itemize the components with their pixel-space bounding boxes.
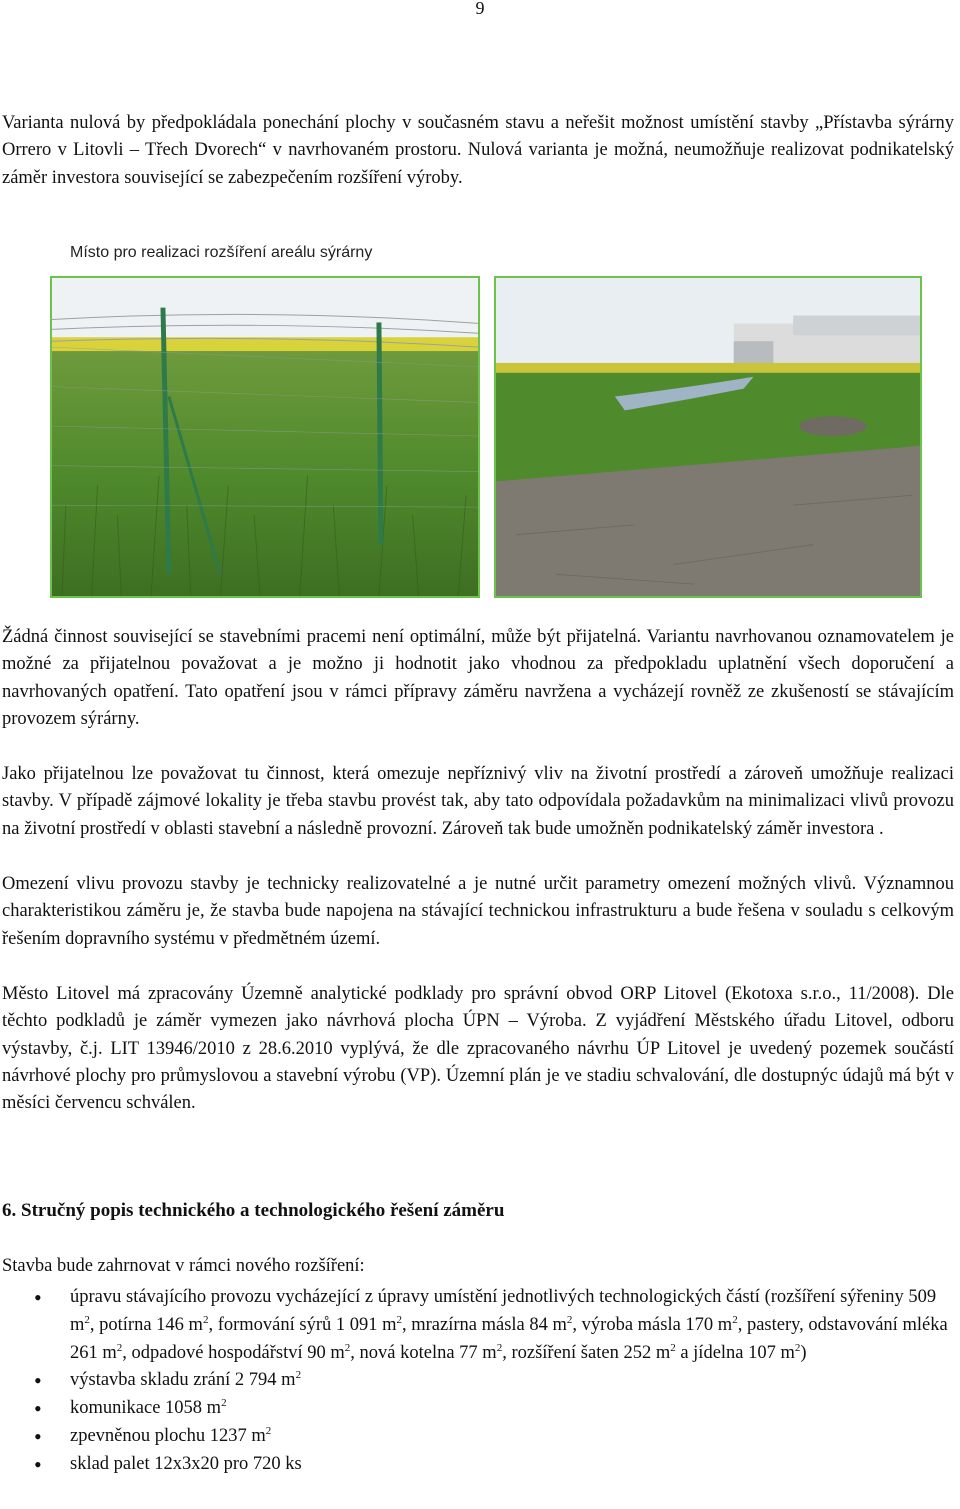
fence-field-image [52, 278, 478, 596]
list-item-operation-modification: • úpravu stávajícího provozu vycházející z úpravy umístění jednotlivých technologických částí (rozšíření sýřeniny 509 $m^2$, potírna 146 $m^2$, formování sýrů 1 091 $m^2$, mrazírna másla 84 $m^2$, výroba másla 170 $m^2$, pastery, odstavování mléka 261 $m^2$, odpadové hospodářství 90 $m^2$, nová kotelna 77 $m^2$, rozšíření šaten 252 $m^2$ a jídelna 107 $m^2$) [0, 1284, 960, 1367]
page-number: 9 [475, 0, 485, 18]
section-heading: 6. Stručný popis technického a technologického řešení záměru [2, 1200, 505, 1221]
body-paragraph-1: Žádná činnost související se stavebními pracemi není optimální, může být přijatelná. Variantu navrhovanou oznamovatelem je možné za přijatelnou považovat a je možno ji hodnotit jako vhodnou za předpokladu uplatnění všech doporučení a navrhovaných opatření. Tato opatření jsou v rámci přípravy záměru navržena a vycházejí rovněž ze zkušeností se stávajícím provozem sýrárny. [2, 627, 954, 729]
list-item-pallet-store: • sklad palet 12x3x20 pro 720 ks [0, 1451, 960, 1479]
scope-list [0, 1284, 960, 1479]
photo-fence-field [50, 276, 480, 598]
photo-caption: Místo pro realizaci rozšíření areálu sýrárny [70, 244, 373, 261]
section-intro: Stavba bude zahrnovat v rámci nového rozšíření: [2, 1256, 365, 1276]
list-item-roads: • komunikace 1058 $m^2$ [0, 1395, 960, 1423]
factory-site-image [496, 278, 920, 596]
body-paragraph-2: Jako přijatelnou lze považovat tu činnost, která omezuje nepříznivý vliv na životní prostředí a zároveň umožňuje realizaci stavby. V případě zájmové lokality je třeba stavbu provést tak, aby tato odpovídala požadavkům na minimalizaci vlivů provozu na životní prostředí v oblasti stavební a následně provozní. Zároveň tak bude umožněn podnikatelský záměr investora . [2, 764, 954, 839]
list-item-ripening-store: • výstavba skladu zrání 2 794 $m^2$ [0, 1367, 960, 1395]
intro-paragraph: Varianta nulová by předpokládala ponechání plochy v současném stavu a neřešit možnost umístění stavby „Přístavba sýrárny Orrero v Litovli – Třech Dvorech“ v navrhovaném prostoru. Nulová varianta je možná, neumožňuje realizovat podnikatelský záměr investora související se zabezpečením rozšíření výroby. [2, 113, 954, 188]
photo-factory-site [494, 276, 922, 598]
body-paragraph-3: Omezení vlivu provozu stavby je technicky realizovatelné a je nutné určit parametry omezení možných vlivů. Významnou charakteristikou záměru je, že stavba bude napojena na stávající technickou infrastrukturu a bude řešena v souladu s celkovým řešením dopravního systému v předmětném území. [2, 874, 954, 949]
body-paragraph-4: Město Litovel má zpracovány Územně analytické podklady pro správní obvod ORP Litovel (Ekotoxa s.r.o., 11/2008). Dle těchto podkladů je záměr vymezen jako návrhová plocha ÚPN – Výroba. Z vyjádření Městského úřadu Litovel, odboru výstavby, č.j. LIT 13946/2010 z 28.6.2010 vyplývá, že dle zpracovaného návrhu ÚP Litovel je uvedený pozemek součástí návrhové plochy pro průmyslovou a stavební výrobu (VP). Územní plán je ve stadiu schvalování, dle dostupnýc údajů má být v měsíci červencu schválen. [2, 984, 954, 1114]
list-item-paved-area: • zpevněnou plochu 1237 $m^2$ [0, 1423, 960, 1451]
